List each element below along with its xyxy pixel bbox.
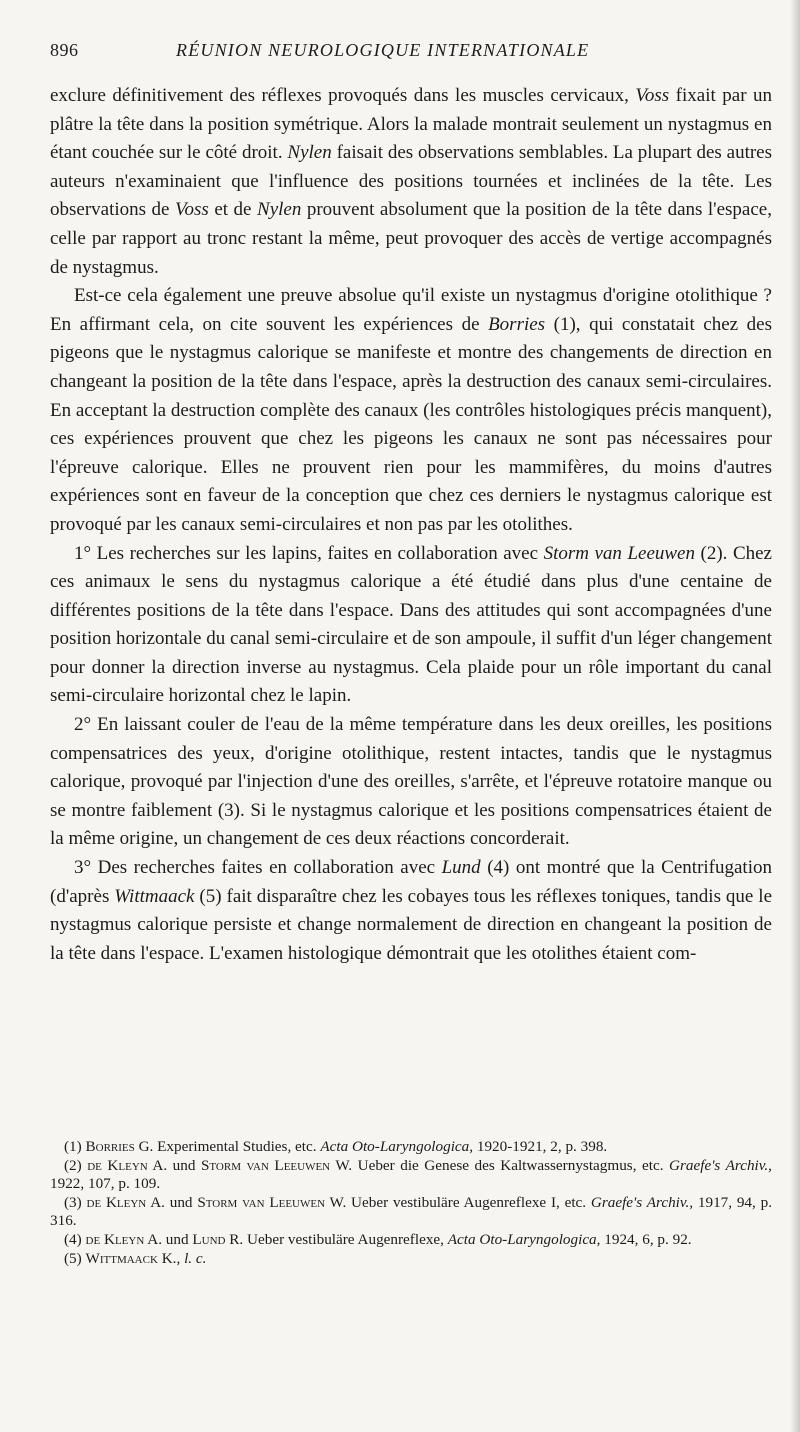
footnote-text: A. und [147,1156,201,1174]
running-title: RÉUNION NEUROLOGIQUE INTERNATIONALE [176,40,590,60]
text-run: (1), qui constatait chez des pigeons que le nystagmus calorique se manifeste et montre des changements de direction en changeant la position de la tête dans l'espace, après la destruction des canaux semi-circulaires. En acceptant la destruction complète des canaux (les contrôles histologiques précis manquent), ces expériences prouvent que chez les pigeons les canaux ne sont pas nécessaires pour l'épreuve calorique. Elles ne prouvent rien pour les mammifères, du moins d'autres expériences sont en faveur de la conception que chez ces derniers le nystagmus calorique est provoqué par les canaux semi-circulaires et non pas par les otolithes. [50,313,772,535]
footnote-text: 1920-1921, 2, p. 398. [473,1138,608,1155]
footnote-text: G. Experimental Studies, etc. [134,1138,321,1155]
footnote-author: de Kleyn [85,1230,145,1248]
text-run: (4) ont montré que la Centrifugation (d'après [50,857,772,907]
footnote-text: 1917, 94, p. 316. [50,1193,772,1230]
footnote-author: Storm van Leeuwen [197,1193,326,1211]
footnote-author: Storm van Leeuwen [200,1156,331,1174]
page-number: 896 [50,40,79,60]
footnote-4 [50,1231,772,1250]
footnote-author: Wittmaack [85,1249,158,1267]
footnote-text: A. und [146,1193,198,1211]
footnote-journal: Acta Oto-Laryngologica, [320,1138,474,1155]
text-run: Est-ce cela également une preuve absolue qu'il existe un nystagmus d'origine otolithique ? En affirmant cela, on cite souvent les expériences de [50,285,772,335]
paragraph-5 [50,854,772,968]
footnote-2 [50,1157,772,1194]
paragraph-4 [50,711,772,854]
footnote-text: K., [157,1249,185,1267]
page-edge-shadow [790,0,800,1432]
page-header [50,40,760,66]
paragraph-1 [50,82,772,282]
author-name: Storm van Leeuwen [543,542,695,564]
footnote-journal: l. c. [184,1249,207,1267]
author-name: Voss [175,199,209,221]
footnote-number: (1) [64,1138,86,1155]
text-run: et de [208,199,258,221]
footnote-number: (3) [64,1193,87,1211]
main-text [50,82,772,968]
author-name: Wittmaack [114,885,195,907]
footnote-author: Lund [192,1230,226,1248]
footnote-text: 1922, 107, p. 109. [50,1175,161,1193]
paragraph-3 [50,540,772,712]
text-run: (5) fait disparaître chez les cobayes tous les réflexes toniques, tandis que le nystagmus calorique persiste et change normalement de direction en changeant la position de la tête dans l'espace. L'examen histologique démontrait que les otolithes étaient com- [50,885,772,964]
paragraph-2 [50,282,772,539]
footnote-text: W. Ueber die Genese des Kaltwassernystagmus, etc. [330,1156,670,1174]
footnote-journal: Graefe's Archiv., [669,1156,772,1174]
author-name: Lund [441,857,481,879]
footnote-author: de Kleyn [86,1193,147,1211]
footnote-text: A. und [144,1230,193,1248]
author-name: Voss [635,85,670,106]
footnote-text: R. Ueber vestibuläre Augenreflexe, [225,1230,448,1248]
footnote-number: (5) [64,1249,86,1267]
text-run: exclure définitivement des réflexes provoqués dans les muscles cervicaux, [50,85,636,106]
footnote-journal: Graefe's Archiv., [590,1193,694,1211]
author-name: Nylen [257,199,302,221]
footnote-number: (2) [64,1156,88,1174]
text-run: prouvent absolument que la position de la tête dans l'espace, celle par rapport au tronc restant la même, peut provoquer des accès de vertige accompagnés de nystagmus. [50,199,772,278]
footnote-text: W. Ueber vestibuläre Augenreflexe I, etc. [325,1193,591,1211]
text-run: faisait des observations semblables. La plupart des autres auteurs n'examinaient que l'influence des positions tournées et inclinées de la tête. Les observations de [50,142,772,221]
author-name: Nylen [287,142,332,164]
text-run: 3° Des recherches faites en collaboration avec [74,857,442,879]
text-run: 2° En laissant couler de l'eau de la même température dans les deux oreilles, les positions compensatrices des yeux, d'origine otolithique, restent intactes, tandis que le nystagmus calorique, provoqué par l'injection d'une des oreilles, s'arrête, et l'épreuve rotatoire manque ou se montre faiblement (3). Si le nystagmus calorique et les positions compensatrices étaient de la même origine, un changement de ces deux réactions concorderait. [50,714,772,850]
footnote-number: (4) [64,1230,86,1248]
footnote-author: Borries [85,1138,135,1155]
footnote-1 [50,1138,772,1157]
footnote-journal: Acta Oto-Laryngologica, [447,1230,601,1248]
author-name: Borries [488,313,546,335]
footnote-5 [50,1250,772,1269]
footnotes [50,1138,772,1268]
text-run: (2). Chez ces animaux le sens du nystagmus calorique a été étudié dans plus d'une centaine de différentes positions de la tête dans l'espace. Dans des attitudes qui sont accompagnées d'une position horizontale du canal semi-circulaire et de son ampoule, il suffit d'un léger changement pour donner la direction inverse au nystagmus. Cela plaide pour un rôle important du canal semi-circulaire horizontal chez le lapin. [50,542,772,707]
footnote-3 [50,1194,772,1231]
text-run: fixait par un plâtre la tête dans la position symétrique. Alors la malade montrait seulement un nystagmus en étant couchée sur le côté droit. [50,85,773,164]
text-run: 1° Les recherches sur les lapins, faites en collaboration avec [74,542,544,564]
footnote-author: de Kleyn [87,1156,148,1174]
footnote-text: 1924, 6, p. 92. [600,1230,692,1248]
